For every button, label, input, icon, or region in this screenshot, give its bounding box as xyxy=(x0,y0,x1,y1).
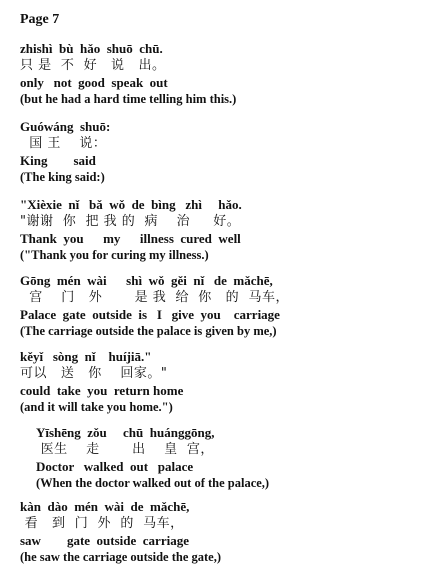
chinese-line: "谢谢 你 把 我 的 病 治 好。 xyxy=(20,214,241,229)
gloss-line: saw gate outside carriage xyxy=(20,533,189,548)
passage-block-1 xyxy=(20,40,420,108)
gloss-line: Doctor walked out palace xyxy=(36,459,194,474)
page-number: Page 7 xyxy=(20,12,60,27)
translation-line: (and it will take you home.") xyxy=(20,400,173,414)
gloss-line: only not good speak out xyxy=(20,75,168,90)
translation-line: (When the doctor walked out of the palace,) xyxy=(36,476,270,490)
passage-block-5 xyxy=(20,348,420,416)
pinyin-line: Guówáng shuō: xyxy=(20,119,111,134)
passage-block-2 xyxy=(20,118,420,186)
passage-block-4 xyxy=(20,272,420,340)
gloss-line: Thank you my illness cured well xyxy=(20,231,241,246)
translation-line: (The king said:) xyxy=(20,170,105,184)
translation-line: (The carriage outside the palace is given by me,) xyxy=(20,324,277,338)
pinyin-line: kěyǐ sòng nǐ huíjiā." xyxy=(20,349,152,364)
passage-block-7 xyxy=(20,498,420,566)
chinese-line: 宫 门 外 是 我 给 你 的 马车， xyxy=(20,290,289,305)
chinese-line: 看 到 门 外 的 马车， xyxy=(20,516,184,531)
pinyin-line: "Xièxie nǐ bǎ wǒ de bìng zhì hǎo. xyxy=(20,197,242,212)
pinyin-line: Gōng mén wài shì wǒ gěi nǐ de mǎchē, xyxy=(20,273,273,288)
gloss-line: could take you return home xyxy=(20,383,184,398)
translation-line: (he saw the carriage outside the gate,) xyxy=(20,550,221,564)
gloss-line: King said xyxy=(20,153,96,168)
pinyin-line: Yīshēng zǒu chū huánggōng, xyxy=(36,425,215,440)
translation-line: ("Thank you for curing my illness.) xyxy=(20,248,209,262)
chinese-line: 只 是 不 好 说 出。 xyxy=(20,58,166,73)
chinese-line: 可以 送 你 回家。" xyxy=(20,366,168,381)
passage-block-6 xyxy=(20,424,425,492)
pinyin-line: kàn dào mén wài de mǎchē, xyxy=(20,499,190,514)
chinese-line: 医生 走 出 皇 宫， xyxy=(36,442,214,457)
passage-block-3 xyxy=(20,196,420,264)
chinese-line: 国 王 说： xyxy=(20,136,107,151)
pinyin-line: zhishì bù hǎo shuō chū. xyxy=(20,41,163,56)
translation-line: (but he had a hard time telling him this.) xyxy=(20,92,237,106)
gloss-line: Palace gate outside is I give you carriage xyxy=(20,307,280,322)
